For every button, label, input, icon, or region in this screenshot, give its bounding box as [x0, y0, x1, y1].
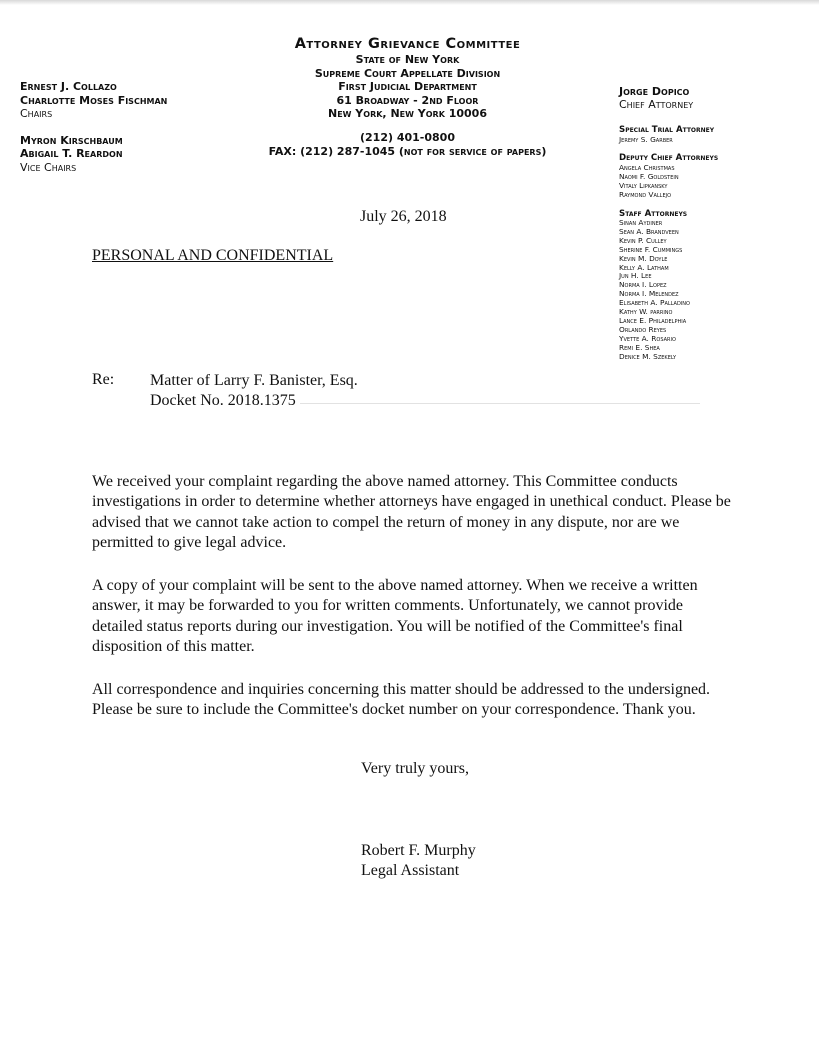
body-paragraph: All correspondence and inquiries concerning this matter should be addressed to the undersigned. Please be sure to include the Committee's docket number on your correspondence. Thank you.	[92, 681, 711, 719]
attorney-name: Angela Christmas	[619, 162, 675, 172]
letterhead-line: State of New York	[355, 53, 460, 66]
attorney-name: Denice M. Szekely	[619, 351, 677, 361]
attorney-name: Raymond Vallejo	[619, 189, 672, 199]
letterhead-line: First Judicial Department	[338, 80, 477, 94]
deputy-chiefs-list	[619, 164, 809, 200]
closing: Very truly yours,	[361, 760, 469, 777]
attorney-name: Norma I. Lopez	[619, 280, 667, 290]
vice-chair-name: Myron Kirschbaum	[20, 133, 123, 147]
attorney-name: Yvette A. Rosario	[619, 333, 676, 343]
staff-attorneys-list	[619, 219, 809, 362]
scan-edge	[0, 0, 819, 5]
re-matter: Matter of Larry F. Banister, Esq.	[150, 372, 358, 389]
attorney-name: Vitaly Lipkansky	[619, 180, 668, 190]
letterhead	[215, 36, 600, 158]
letterhead-line: New York, New York 10006	[327, 107, 487, 121]
vice-chairs-label: Vice Chairs	[20, 160, 77, 174]
phone-number: (212) 401-0800	[360, 130, 455, 144]
attorney-name: Kevin M. Doyle	[619, 253, 668, 263]
attorney-name: Jun H. Lee	[619, 271, 652, 281]
body-paragraph: A copy of your complaint will be sent to the above named attorney. When we receive a written answer, it may be forwarded to you for written comments. Unfortunately, we cannot provide detailed status reports during our investigation. You will be notified of the Committee's final disposition of this matter.	[92, 577, 698, 656]
fax-number: FAX: (212) 287-1045 (not for service of papers)	[268, 144, 547, 158]
special-trial-heading: Special Trial Attorney	[619, 125, 715, 135]
letter-date: July 26, 2018	[360, 208, 447, 225]
chairs-label: Chairs	[20, 107, 53, 120]
attorney-name: Jeremy S. Garber	[619, 134, 673, 144]
vice-chair-name: Abigail T. Reardon	[20, 147, 123, 160]
chair-name: Charlotte Moses Fischman	[20, 93, 168, 107]
letterhead-line: 61 Broadway - 2nd Floor	[336, 93, 479, 107]
confidential-heading: PERSONAL AND CONFIDENTIAL	[92, 247, 334, 264]
signature-block	[361, 841, 476, 881]
attorney-name: Norma I. Melendez	[619, 289, 679, 299]
letterhead-line: Supreme Court Appellate Division	[314, 66, 501, 80]
signer-title: Legal Assistant	[361, 862, 460, 879]
re-label: Re:	[92, 371, 115, 388]
deputy-chiefs-heading: Deputy Chief Attorneys	[619, 153, 719, 164]
attorney-name: Sherine F. Cummings	[619, 244, 683, 254]
attorney-name: Sean A. Brandveen	[619, 226, 679, 236]
attorney-name: Kathy W. parrino	[619, 307, 673, 317]
re-docket: Docket No. 2018.1375	[150, 392, 296, 409]
chief-attorney-label: Chief Attorney	[619, 98, 694, 111]
scan-artifact-line	[300, 403, 700, 404]
chair-name: Ernest J. Collazo	[20, 80, 117, 93]
chairs-column	[20, 80, 220, 174]
attorneys-column	[619, 85, 809, 362]
attorney-name: Kevin P. Culley	[619, 235, 667, 245]
re-block	[150, 371, 358, 411]
staff-heading: Staff Attorneys	[619, 208, 688, 219]
attorney-name: Lance E. Philadelphia	[619, 316, 687, 325]
attorney-name: Sinan Aydiner	[619, 218, 663, 228]
attorney-name: Kelly A. Latham	[619, 262, 669, 272]
attorney-name: Orlando Reyes	[619, 324, 667, 334]
chief-attorney-name: Jorge Dopico	[619, 85, 690, 98]
attorney-name: Naomi F. Goldstein	[619, 171, 679, 181]
committee-title: Attorney Grievance Committee	[294, 36, 521, 52]
attorney-name: Remi E. Shea	[619, 342, 660, 352]
signer-name: Robert F. Murphy	[361, 842, 476, 859]
body-paragraph: We received your complaint regarding the above named attorney. This Committee conducts investigations in order to determine whether attorneys have engaged in unethical conduct. Please be advised that we cannot take action to compel the return of money in any dispute, nor are we permitted to give legal advice.	[92, 473, 731, 552]
attorney-name: Elisabeth A. Palladino	[619, 298, 690, 308]
